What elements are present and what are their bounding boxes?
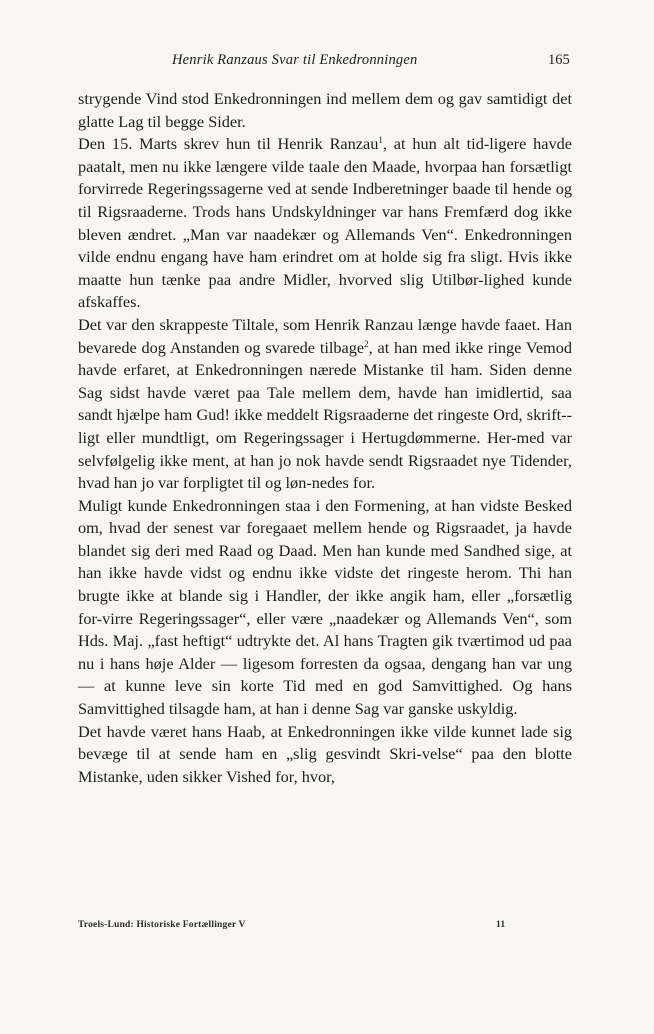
paragraph-4 xyxy=(78,495,572,721)
page-number: 165 xyxy=(548,52,570,68)
paragraph-3 xyxy=(78,314,572,495)
paragraph-2-text-a: Den 15. Marts skrev hun til Henrik Ranzau xyxy=(78,134,379,154)
paragraph-2 xyxy=(78,133,572,314)
paragraph-2-text-b: , at hun alt tid-ligere havde paatalt, men nu ikke længere vilde taale den Maade, hvorpaa han forsætligt forvirrede Regeringssagerne ved at sende Indberetninger baade til hende og til Rigsraaderne. Trods hans Undskyldninger var hans Fremfærd dog ikke bleven ændret. „Man var naadekær og Allemands Ven“. Enkedronningen vilde endnu engang have ham erindret om at holde sig fra sligt. Hvis ikke maatte hun tænke paa andre Midler, hvorved slig Utilbør-lighed kunde afskaffes. xyxy=(78,134,572,312)
sheet-mark: 11 xyxy=(496,920,506,930)
paragraph-5 xyxy=(78,721,572,789)
printer-signature: Troels-Lund: Historiske Fortællinger V xyxy=(78,920,246,930)
paragraph-3-text-b: , at han med ikke ringe Vemod havde erfaret, at Enkedronningen nærede Mistanke til ham. Siden denne Sag sidst havde været paa Tale mellem dem, havde han imidlertid, saa sandt hjælpe ham Gud! ikke meddelt Rigsraaderne det ringeste Ord, skrift-ligt eller mundtligt, om Regeringssager i Hertugdømmerne. Her-med var selvfølgelig ikke ment, at han jo nok havde sendt Rigsraadet nye Tidender, hvad han jo var forpligtet til og løn-nedes for. xyxy=(78,337,572,493)
body-text xyxy=(78,88,572,788)
running-head: Henrik Ranzaus Svar til Enkedronningen xyxy=(172,52,418,68)
footnote-marker-2: 2 xyxy=(364,338,369,349)
paragraph-5-text: Det havde været hans Haab, at Enkedronningen ikke vilde kunnet lade sig bevæge til at sende ham en „slig gesvindt Skri-velse“ paa den blotte Mistanke, uden sikker Vished for, hvor, xyxy=(78,721,572,786)
paragraph-4-text: Muligt kunde Enkedronningen staa i den Formening, at han vidste Besked om, hvad der senest var foregaaet mellem hende og Rigsraadet, ja havde blandet sig deri med Raad og Daad. Men han kunde med Sandhed sige, at han ikke havde vidst og endnu ikke vidste det ringeste herom. Thi han brugte ikke at blande sig i Handler, der ikke angik ham, eller „forsætlig for-virre Regeringssager“, eller være „naadekær og Allemands Ven“, som Hds. Maj. „fast heftigt“ udtrykte det. Al hans Tragten gik tværtimod ud paa nu i hans høje Alder — ligesom forresten da ogsaa, dengang han var ung — at kunne leve sin korte Tid med en god Samvittighed. Og hans Samvittighed tilsagde ham, at han i denne Sag var ganske uskyldig. xyxy=(78,495,572,719)
page-header xyxy=(0,52,654,72)
paragraph-1 xyxy=(78,88,572,133)
paragraph-3-text-a: Det var den skrappeste Tiltale, som Henrik Ranzau længe havde faaet. Han bevarede dog Anstanden og svarede tilbage xyxy=(78,314,572,357)
paragraph-1-text: strygende Vind stod Enkedronningen ind mellem dem og gav samtidigt det glatte Lag til begge Sider. xyxy=(78,89,572,131)
footnote-marker-1: 1 xyxy=(378,135,383,146)
page-footer xyxy=(0,920,654,936)
